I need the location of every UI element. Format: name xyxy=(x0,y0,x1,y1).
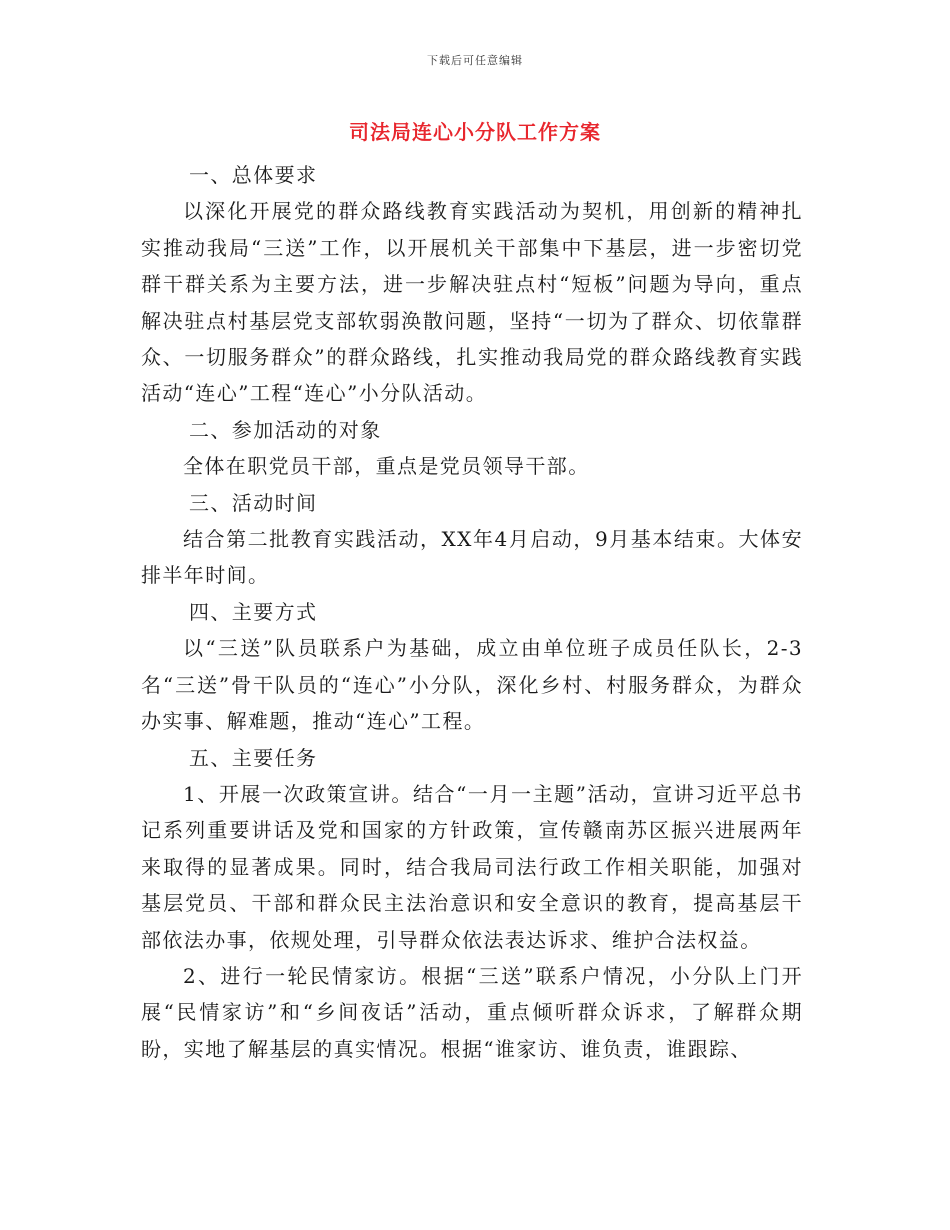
body-paragraph: 全体在职党员干部，重点是党员领导干部。 xyxy=(183,454,590,479)
section-heading: 一、总体要求 xyxy=(189,163,318,187)
section-heading: 四、主要方式 xyxy=(189,599,318,624)
section-heading: 二、参加活动的对象 xyxy=(189,417,382,442)
body-paragraph: 以“三送”队员联系户为基础，成立由单位班子成员任队长，2-3名“三送”骨干队员的“连心”小分队，深化乡村、村服务群众，为群众办实事、解难题，推动“连心”工程。 xyxy=(141,636,803,734)
header-note: 下载后可任意编辑 xyxy=(427,54,523,67)
body-paragraph: 结合第二批教育实践活动，XX年4月启动，9月基本结束。大体安排半年时间。 xyxy=(141,527,803,588)
section-heading: 三、活动时间 xyxy=(189,490,318,515)
body-paragraph: 2、进行一轮民情家访。根据“三送”联系户情况，小分队上门开展“民情家访”和“乡间夜话”活动，重点倾听群众诉求，了解群众期盼，实地了解基层的真实情况。根据“谁家访、谁负责，谁跟踪、 xyxy=(141,963,803,1061)
section-heading: 五、主要任务 xyxy=(189,745,318,770)
body-paragraph: 以深化开展党的群众路线教育实践活动为契机，用创新的精神扎实推动我局“三送”工作，以开展机关干部集中下基层，进一步密切党群干群关系为主要方法，进一步解决驻点村“短板”问题为导向，重点解决驻点村基层党支部软弱涣散问题，坚持“一切为了群众、切依靠群众、一切服务群众”的群众路线，扎实推动我局党的群众路线教育实践活动“连心”工程“连心”小分队活动。 xyxy=(141,199,803,406)
document-body xyxy=(141,157,803,1067)
document-title: 司法局连心小分队工作方案 xyxy=(349,120,601,144)
body-paragraph: 1、开展一次政策宣讲。结合“一月一主题”活动，宣讲习近平总书记系列重要讲话及党和国家的方针政策，宣传赣南苏区振兴进展两年来取得的显著成果。同时，结合我局司法行政工作相关职能，加强对基层党员、干部和群众民主法治意识和安全意识的教育，提高基层干部依法办事，依规处理，引导群众依法表达诉求、维护合法权益。 xyxy=(141,781,803,952)
